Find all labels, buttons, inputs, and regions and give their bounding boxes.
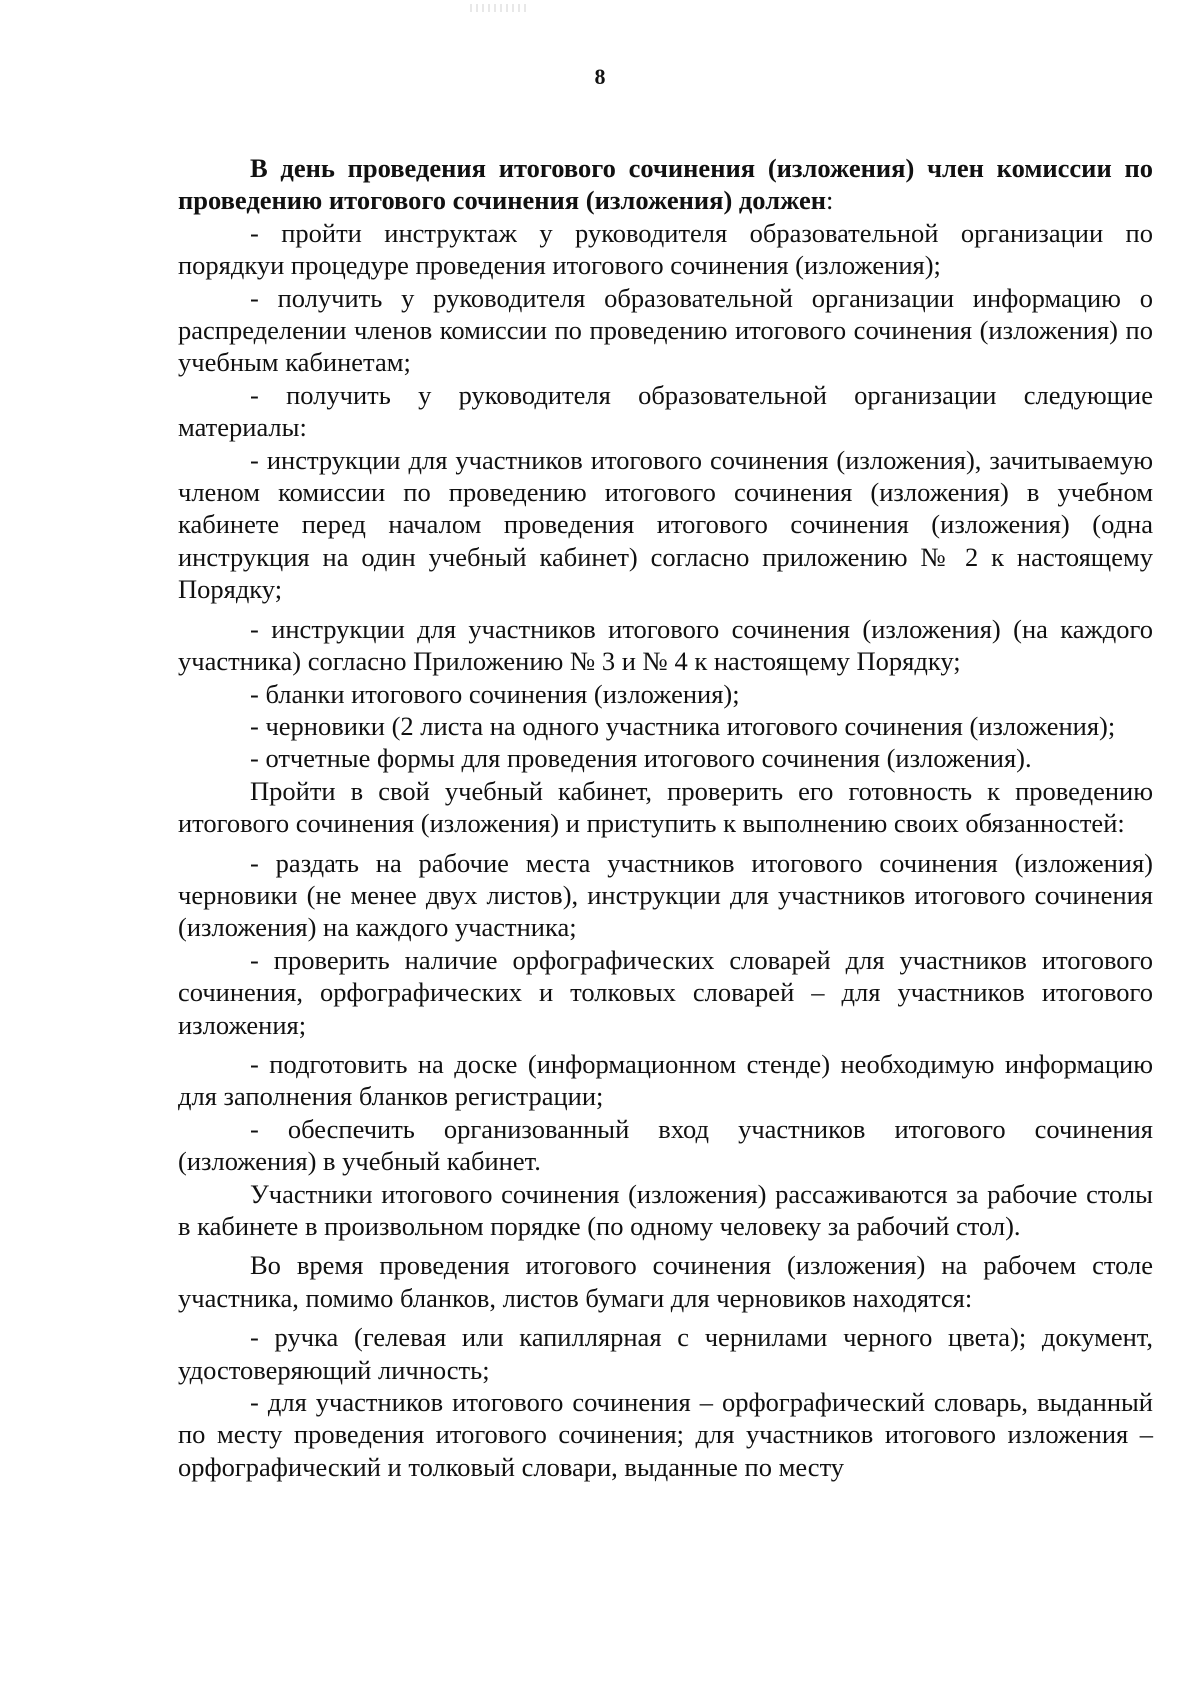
scan-artifact	[470, 4, 530, 12]
paragraph-distribute-materials: - раздать на рабочие места участников итогового сочинения (изложения) черновики (не менее двух листов), инструкции для участников итогового сочинения (изложения) на каждого участника;	[178, 847, 1153, 943]
paragraph-organized-entry: - обеспечить организованный вход участников итогового сочинения (изложения) в учебный кабинет.	[178, 1113, 1153, 1177]
paragraph-drafts: - черновики (2 листа на одного участника итогового сочинения (изложения);	[250, 710, 1116, 741]
section-heading-text: В день проведения итогового сочинения (изложения) член комиссии по проведению итогового сочинения (изложения) должен	[178, 153, 1153, 216]
paragraph-report-forms: - отчетные формы для проведения итогового сочинения (изложения).	[250, 743, 1032, 774]
document-body	[178, 152, 1153, 1483]
paragraph-materials-intro: - получить у руководителя образовательной организации следующие материалы:	[178, 379, 1153, 443]
paragraph-desk-items-intro: Во время проведения итогового сочинения (изложения) на рабочем столе участника, помимо бланков, листов бумаги для черновиков находятся:	[178, 1250, 1153, 1313]
paragraph-board-info: - подготовить на доске (информационном стенде) необходимую информацию для заполнения бланков регистрации;	[178, 1048, 1153, 1112]
paragraph-forms: - бланки итогового сочинения (изложения);	[250, 678, 740, 709]
paragraph-dictionaries-on-desk: - для участников итогового сочинения – орфографический словарь, выданный по месту проведения итогового сочинения; для участников итогового изложения – орфографический и толковый словари, выданные по месту	[178, 1387, 1153, 1482]
paragraph-seating: Участники итогового сочинения (изложения) рассаживаются за рабочие столы в кабинете в произвольном порядке (по одному человеку за рабочий стол).	[178, 1178, 1153, 1241]
paragraph-instruction-briefing: - пройти инструктаж у руководителя образовательной организации по порядкуи процедуре проведения итогового сочинения (изложения);	[178, 217, 1153, 281]
paragraph-pen-and-id: - ручка (гелевая или капиллярная с чернилами черного цвета); документ, удостоверяющий личность;	[178, 1322, 1153, 1385]
paragraph-go-to-room: Пройти в свой учебный кабинет, проверить его готовность к проведению итогового сочинения (изложения) и приступить к выполнению своих обязанностей:	[178, 775, 1153, 839]
paragraph-read-aloud-instructions: - инструкции для участников итогового сочинения (изложения), зачитываемую членом комиссии по проведению итогового сочинения (изложения) в учебном кабинете перед началом проведения итогового сочинения (изложения) (одна инструкция на один учебный кабинет) согласно приложению № 2 к настоящему Порядку;	[178, 444, 1153, 605]
paragraph-participant-instructions: - инструкции для участников итогового сочинения (изложения) (на каждого участника) согласно Приложению № 3 и № 4 к настоящему Порядку;	[178, 613, 1153, 677]
page-number: 8	[594, 64, 606, 89]
paragraph-check-dictionaries: - проверить наличие орфографических словарей для участников итогового сочинения, орфографических и толковых словарей – для участников итогового изложения;	[178, 944, 1153, 1040]
section-heading	[178, 152, 1153, 217]
section-heading-colon: :	[825, 185, 834, 216]
paragraph-room-distribution: - получить у руководителя образовательной организации информацию о распределении членов комиссии по проведению итогового сочинения (изложения) по учебным кабинетам;	[178, 282, 1153, 378]
